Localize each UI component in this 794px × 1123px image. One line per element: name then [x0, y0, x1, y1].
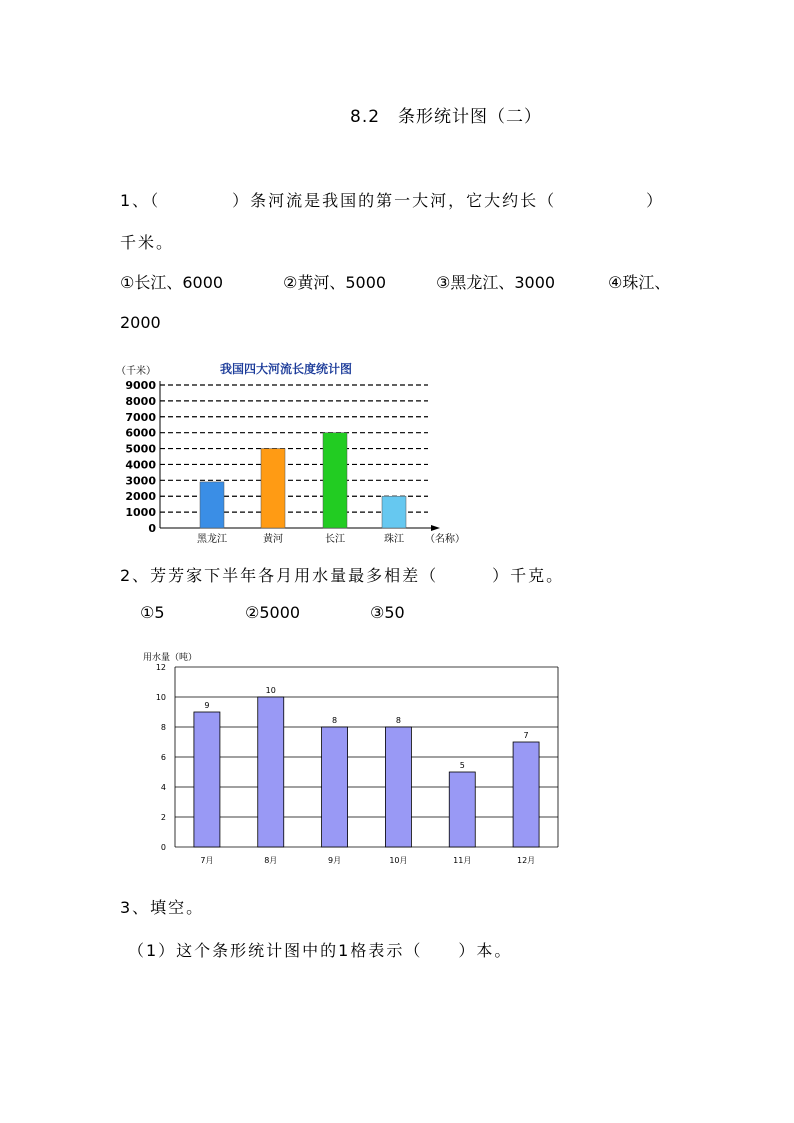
- chart2-ytick-label: 6: [160, 753, 166, 762]
- chart1-ytick-label: 1000: [125, 506, 156, 520]
- chart1-category-label: 黑龙江: [197, 534, 227, 545]
- chart2-data-label: 9: [204, 701, 210, 710]
- chart1-ytick-label: 3000: [125, 474, 156, 488]
- chart2-ytick-label: 4: [160, 783, 166, 792]
- chart2-data-label: 8: [395, 716, 401, 725]
- chart1-category-label: 珠江: [384, 534, 404, 545]
- chart1-title: 我国四大河流长度统计图: [220, 362, 353, 376]
- chart2-ytick-label: 0: [160, 843, 166, 852]
- chart2-data-label: 5: [459, 761, 465, 770]
- chart2-category-label: 7月: [200, 856, 214, 865]
- q2-option-2: ②5000: [245, 603, 301, 622]
- q2-option-3: ③50: [370, 603, 405, 622]
- chart2-bar: [258, 697, 284, 847]
- page-title: 8.2 条形统计图（二）: [350, 107, 543, 127]
- q1-line1: 1、（ ）条河流是我国的第一大河，它大约长（ ）: [120, 191, 665, 210]
- chart2-category-label: 10月: [389, 856, 408, 865]
- chart2-ytick-label: 2: [160, 813, 166, 822]
- chart1-ytick-label: 6000: [125, 426, 156, 440]
- chart1-bar: [200, 482, 224, 528]
- q1-line2: 千米。: [120, 233, 175, 252]
- q2-text: 2、芳芳家下半年各月用水量最多相差（ ）千克。: [120, 566, 565, 585]
- chart2-bar: [449, 772, 475, 847]
- chart2-data-label: 7: [523, 731, 529, 740]
- q1-option-2: ②黄河、5000: [283, 273, 387, 292]
- q3-sub1: （1）这个条形统计图中的1格表示（ ）本。: [128, 941, 513, 960]
- q2-option-1: ①5: [140, 603, 165, 622]
- chart2-data-label: 10: [265, 686, 276, 695]
- chart2-bar: [322, 727, 348, 847]
- chart1-bar: [323, 433, 347, 528]
- chart2-bar: [194, 712, 220, 847]
- chart1-ytick-label: 0: [148, 522, 156, 535]
- chart1-ytick-label: 4000: [125, 458, 156, 472]
- q1-option-1: ①长江、6000: [120, 273, 224, 292]
- q1-option-4-cont: 2000: [120, 313, 161, 332]
- q1-option-4: ④珠江、: [608, 273, 671, 292]
- chart2-bar: [385, 727, 411, 847]
- chart1-ytick-label: 8000: [125, 394, 156, 408]
- chart1-ytick-label: 7000: [125, 410, 156, 424]
- chart1-ytick-label: 9000: [125, 379, 156, 392]
- chart2-category-label: 9月: [328, 856, 342, 865]
- chart2-ytick-label: 8: [160, 723, 166, 732]
- chart1-xlabel: （名称）: [425, 534, 465, 545]
- water-usage-chart: [135, 645, 570, 875]
- chart2-bar: [513, 742, 539, 847]
- chart1-ytick-label: 2000: [125, 490, 156, 504]
- chart1-bar: [382, 496, 406, 528]
- chart1-category-label: 黄河: [263, 534, 283, 545]
- chart1-ylabel: （千米）: [116, 366, 156, 377]
- chart2-ytick-label: 12: [155, 663, 166, 672]
- chart2-ytick-label: 10: [155, 693, 166, 702]
- chart1-category-label: 长江: [325, 534, 345, 545]
- chart2-ylabel: 用水量（吨）: [143, 653, 198, 663]
- chart2-category-label: 11月: [453, 856, 472, 865]
- chart2-category-label: 12月: [516, 856, 536, 865]
- q3-text: 3、填空。: [120, 898, 205, 917]
- river-length-chart: [110, 355, 470, 550]
- chart1-ytick-label: 5000: [125, 442, 156, 456]
- chart1-x-axis-arrow: [431, 525, 440, 531]
- chart2-data-label: 8: [332, 716, 338, 725]
- chart1-bar: [261, 449, 285, 528]
- chart2-category-label: 8月: [264, 856, 278, 865]
- q1-option-3: ③黑龙江、3000: [436, 273, 556, 292]
